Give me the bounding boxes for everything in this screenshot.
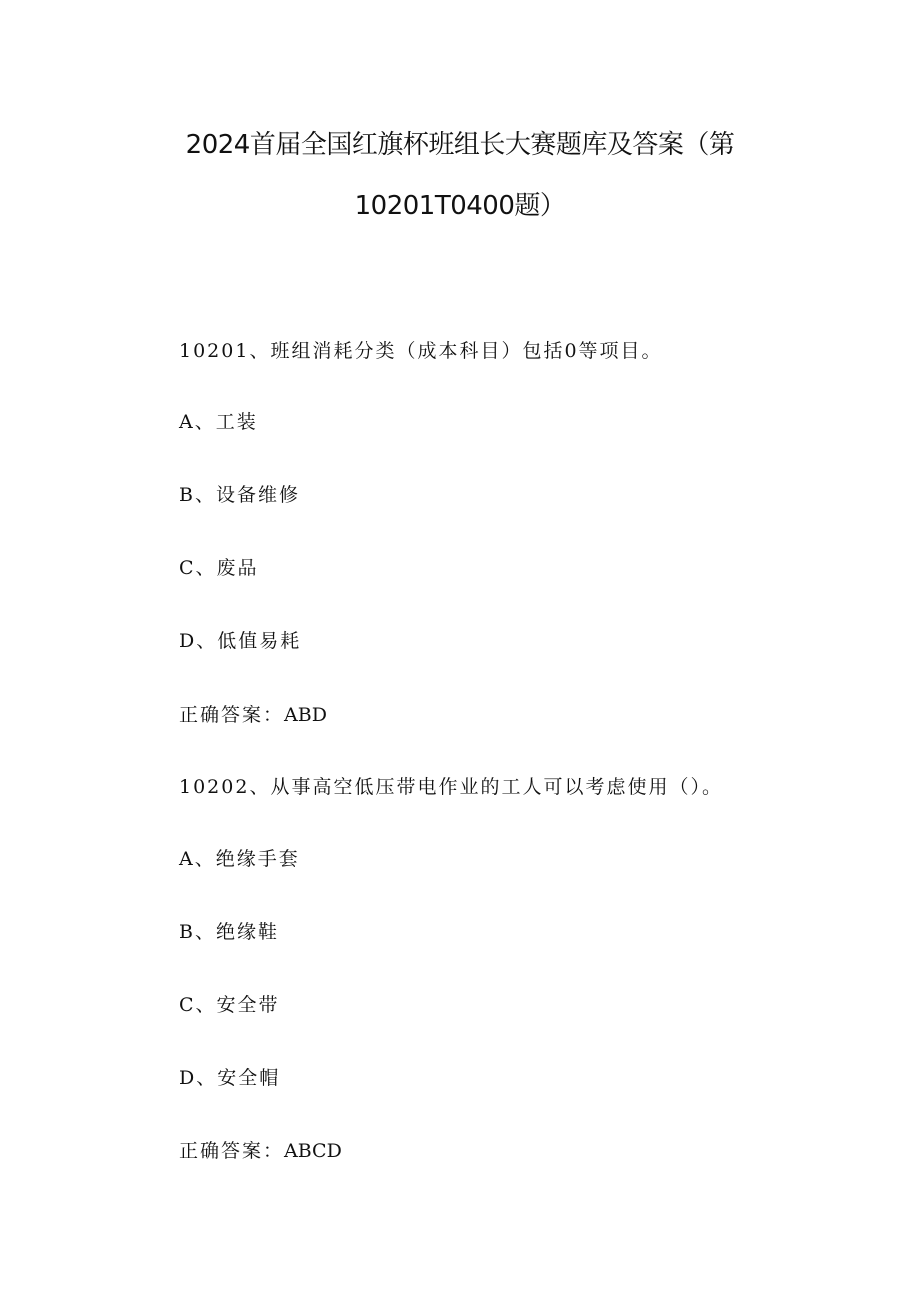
question-option: C、废品	[179, 557, 259, 579]
question-option: A、工装	[179, 411, 258, 433]
question-option: C、安全带	[179, 994, 280, 1016]
question-stem: 10202、从事高空低压带电作业的工人可以考虑使用（）。	[179, 776, 723, 798]
document-title-line-1: 2024首届全国红旗杯班组长大赛题库及答案（第	[185, 130, 735, 160]
correct-answer	[179, 702, 327, 728]
question-option: A、绝缘手套	[179, 848, 300, 870]
question-option: B、绝缘鞋	[179, 921, 279, 943]
question-option: B、设备维修	[179, 484, 300, 506]
correct-answer-label: 正确答案：	[179, 704, 285, 726]
correct-answer	[179, 1138, 342, 1164]
correct-answer-value: ABCD	[284, 1140, 342, 1162]
correct-answer-label: 正确答案：	[179, 1140, 285, 1162]
question-option: D、低值易耗	[179, 630, 302, 652]
document-title-line-2: 10201T0400题）	[354, 191, 566, 221]
question-option: D、安全帽	[179, 1067, 281, 1089]
correct-answer-value: ABD	[284, 704, 327, 726]
question-stem: 10201、班组消耗分类（成本科目）包括0等项目。	[179, 340, 663, 362]
